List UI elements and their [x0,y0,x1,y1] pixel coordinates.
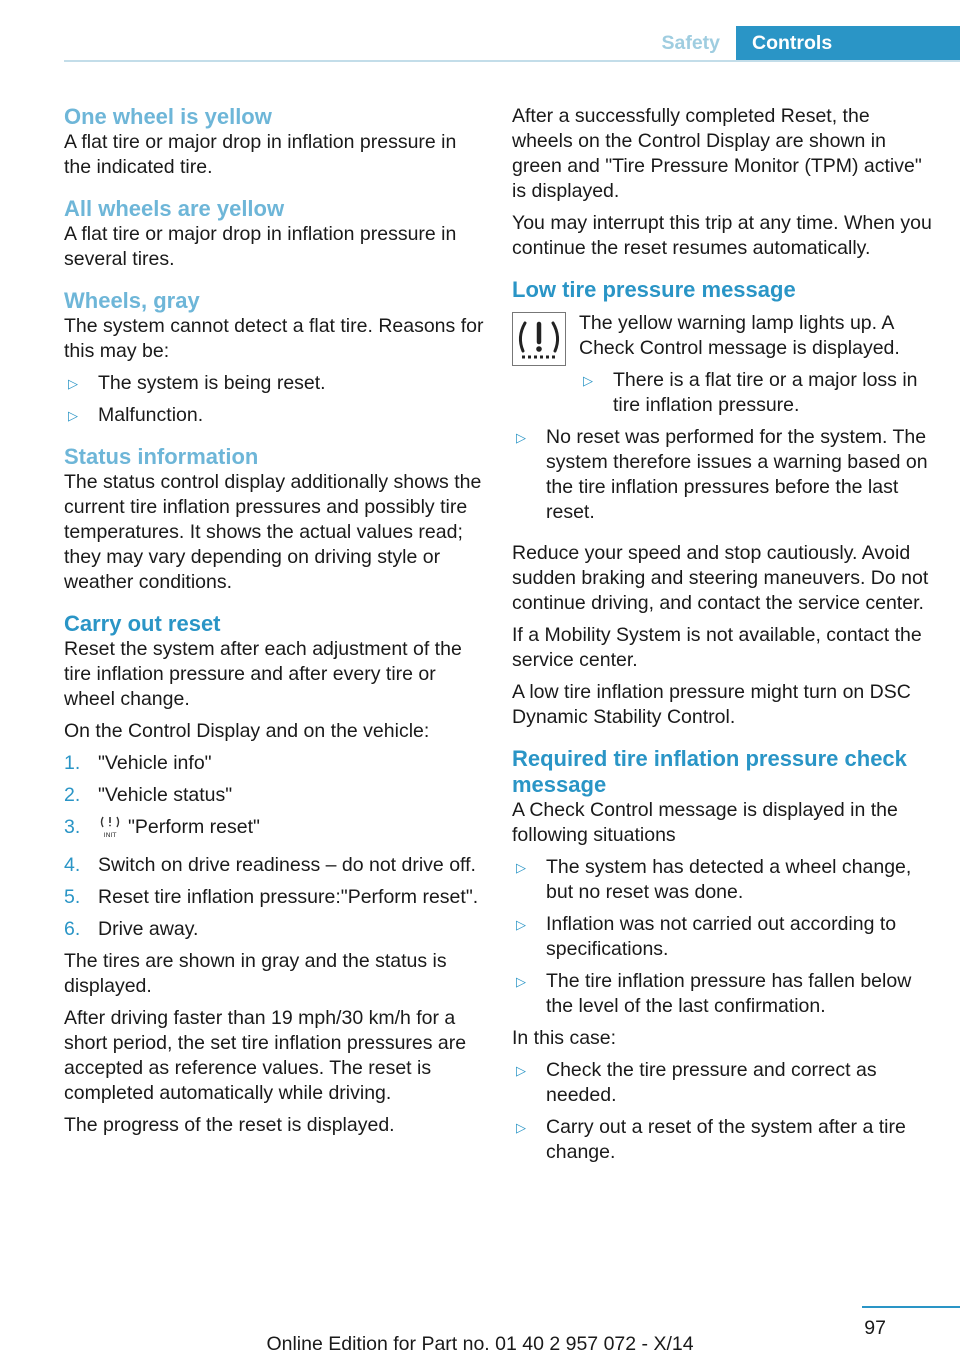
paragraph: In this case: [512,1027,617,1049]
step-number: 3. [64,816,81,838]
paragraph: A flat tire or major drop in inflation pressure in several tires. [64,223,457,270]
bullet-icon: ▷ [516,974,526,989]
step-text: Switch on drive readiness – do not drive off. [98,854,476,876]
paragraph: If a Mobility System is not available, contact the service center. [512,624,922,671]
list-item-text: The system has detected a wheel change, but no reset was done. [546,856,912,903]
section-status-information [64,444,484,595]
step-number: 1. [64,752,81,774]
bullet-list [512,1058,932,1165]
bullet-icon: ▷ [516,1120,526,1135]
footer-edition-text: Online Edition for Part no. 01 40 2 957 072 - X/14 [266,1333,694,1355]
paragraph: You may interrupt this trip at any time. When you continue the reset resumes automatically. [512,212,932,259]
page-number: 97 [864,1317,886,1339]
section-title: Required tire inflation pressure check message [512,746,907,797]
list-item [512,969,932,1019]
list-item-text: There is a flat tire or a major loss in tire inflation pressure. [613,369,918,416]
paragraph: A Check Control message is displayed in the following situations [512,799,898,846]
step-text: Reset tire inflation pressure:"Perform reset". [98,886,479,908]
paragraph: The tires are shown in gray and the status is displayed. [64,950,447,997]
step-text: "Vehicle info" [98,752,212,774]
paragraph: After driving faster than 19 mph/30 km/h for a short period, the set tire inflation pressures are accepted as reference values. The reset is completed automatically while driving. [64,1007,467,1104]
tab-safety[interactable]: Safety [661,32,720,54]
step-item [64,853,484,878]
bullet-icon: ▷ [583,373,593,388]
bullet-icon: ▷ [516,430,526,445]
bullet-list [64,371,484,428]
step-number: 6. [64,918,81,940]
paragraph: The status control display additionally shows the current tire inflation pressures and possibly tire temperatures. It shows the actual values read; they may vary depending on driving style or weather conditions. [64,471,482,593]
list-item-text: No reset was performed for the system. The system therefore issues a warning based on the tire inflation pressures before the last reset. [546,426,928,523]
paragraph: On the Control Display and on the vehicle: [64,720,430,742]
paragraph: After a successfully completed Reset, the wheels on the Control Display are shown in green and "Tire Pressure Monitor (TPM) active" is displayed. [512,105,922,202]
bullet-icon: ▷ [68,376,78,391]
step-number: 5. [64,886,81,908]
bullet-icon: ▷ [516,860,526,875]
bullet-list [512,425,932,525]
step-number: 4. [64,854,81,876]
step-item [64,815,484,846]
step-number: 2. [64,784,81,806]
step-list [64,751,484,942]
section-low-tire-pressure [512,277,932,730]
paragraph: Reset the system after each adjustment of the tire inflation pressure and after every tire or wheel change. [64,638,462,710]
section-all-wheels-yellow [64,196,484,272]
list-item-text: The system is being reset. [98,372,326,394]
section-carry-out-reset [64,611,484,1138]
section-wheels-gray [64,288,484,428]
section-title: Carry out reset [64,611,221,636]
list-item [64,403,484,428]
list-item [512,1115,932,1165]
list-item [579,368,932,418]
paragraph: Reduce your speed and stop cautiously. Avoid sudden braking and steering maneuvers. Do not continue driving, and contact the service center. [512,542,929,614]
list-item-text: Inflation was not carried out according to specifications. [546,913,897,960]
step-item [64,751,484,776]
right-column [512,104,932,1181]
bullet-list [579,368,932,418]
tire-pressure-warning-icon [512,312,566,366]
bullet-icon: ▷ [68,408,78,423]
step-item [64,917,484,942]
bullet-list [512,855,932,1019]
header-divider [64,60,960,62]
section-title: All wheels are yellow [64,196,285,221]
tab-controls[interactable]: Controls [736,26,960,60]
step-item [64,885,484,910]
bullet-icon: ▷ [516,1063,526,1078]
list-item-text: Carry out a reset of the system after a tire change. [546,1116,906,1163]
step-text: "Vehicle status" [98,784,233,806]
list-item [512,425,932,525]
section-required-pressure-check [512,746,932,1165]
bullet-icon: ▷ [516,917,526,932]
section-title: Low tire pressure message [512,277,796,302]
section-title: Wheels, gray [64,288,200,313]
paragraph: A low tire inflation pressure might turn on DSC Dynamic Stability Control. [512,681,911,728]
list-item [512,912,932,962]
warning-lamp-block [512,311,932,418]
list-item-text: Malfunction. [98,404,204,426]
paragraph: The yellow warning lamp lights up. A Check Control message is displayed. [579,312,900,359]
list-item [512,1058,932,1108]
section-title: Status information [64,444,259,469]
list-item [64,371,484,396]
paragraph: The system cannot detect a flat tire. Reasons for this may be: [64,315,484,362]
step-text: Drive away. [98,918,199,940]
paragraph: The progress of the reset is displayed. [64,1114,395,1136]
tpm-init-icon [98,815,122,846]
svg-text:INIT: INIT [103,831,117,839]
step-item [64,783,484,808]
list-item [512,855,932,905]
paragraph: A flat tire or major drop in inflation pressure in the indicated tire. [64,131,457,178]
footer-divider [862,1306,960,1308]
section-one-wheel-yellow [64,104,484,180]
left-column [64,104,484,1154]
list-item-text: Check the tire pressure and correct as needed. [546,1059,877,1106]
list-item-text: The tire inflation pressure has fallen below the level of the last confirmation. [546,970,912,1017]
step-text: "Perform reset" [128,816,260,838]
section-title: One wheel is yellow [64,104,272,129]
